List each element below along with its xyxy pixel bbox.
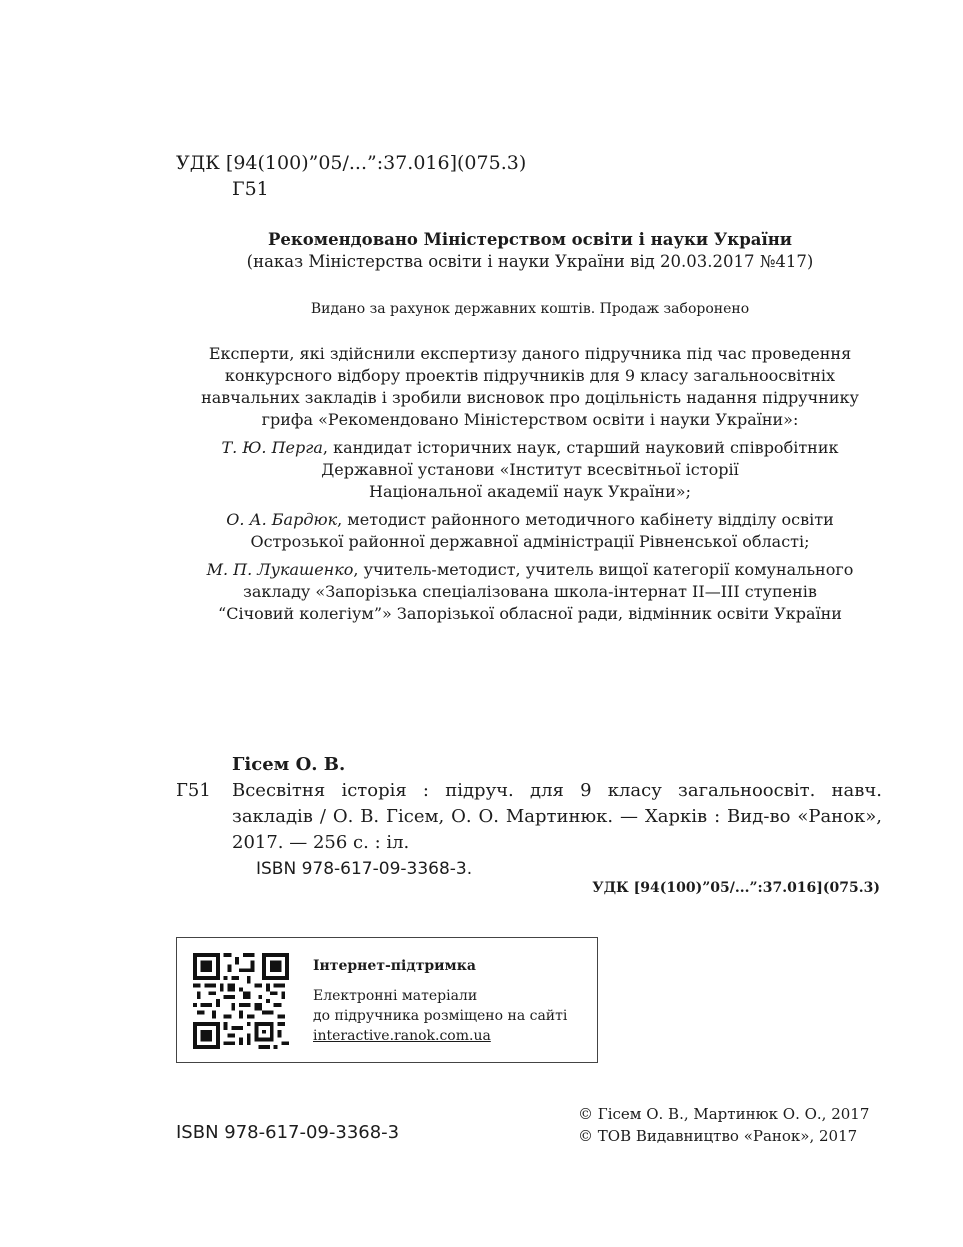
catalog-udk: УДК [94(100)”05/...”:37.016](075.3) <box>592 880 880 896</box>
recommendation <box>120 229 940 273</box>
catalog-isbn: ISBN 978-617-09-3368-3. <box>256 859 473 879</box>
support-line-1: Електронні матеріали <box>313 988 478 1004</box>
expert-2 <box>120 509 940 531</box>
support-title: Інтернет-підтримка <box>313 958 476 974</box>
expert-3-line3: “Січовий колегіум”» Запорізької обласної ради, відмінник освіти України <box>218 604 842 623</box>
catalog-description: Всесвітня історія : підруч. для 9 класу загальноосвіт. навч. закладів / О. В. Гісем, О. О. Мартинюк. — Харків : Вид-во «Ранок», 2017. — 256 с. : іл. <box>232 780 882 853</box>
udk-code: УДК [94(100)”05/...”:37.016](075.3) <box>176 152 527 174</box>
expert-name: М. П. Лукашенко <box>206 560 354 579</box>
recommendation-order: (наказ Міністерства освіти і науки України від 20.03.2017 №417) <box>246 252 814 271</box>
author-mark: Г51 <box>232 178 269 200</box>
expert-desc: , методист районного методичного кабінету відділу освіти <box>337 510 834 529</box>
support-line-2: до підручника розміщено на сайті <box>313 1008 568 1024</box>
expert-3-line2: закладу «Запорізька спеціалізована школа-інтернат ІІ—ІІІ ступенів <box>243 582 817 601</box>
experts-section <box>120 343 940 625</box>
catalog-author: Гісем О. В. <box>232 754 346 775</box>
copyright-authors: © Гісем О. В., Мартинюк О. О., 2017 <box>578 1105 870 1123</box>
support-link[interactable]: interactive.ranok.com.ua <box>313 1028 491 1044</box>
expert-1-line2: Державної установи «Інститут всесвітньої історії <box>321 460 739 479</box>
expert-desc: , учитель-методист, учитель вищої категорії комунального <box>353 560 854 579</box>
catalog-entry <box>176 778 882 856</box>
support-text <box>313 956 567 1046</box>
catalog-card <box>176 752 882 882</box>
expert-name: О. А. Бардюк <box>226 510 338 529</box>
expert-desc: , кандидат історичних наук, старший науковий співробітник <box>322 438 839 457</box>
expert-3 <box>120 559 940 581</box>
copyright-publisher: © ТОВ Видавництво «Ранок», 2017 <box>578 1127 858 1145</box>
recommendation-title: Рекомендовано Міністерством освіти і науки України <box>267 230 793 249</box>
qr-code-icon <box>193 953 289 1049</box>
expert-1 <box>120 437 940 459</box>
udk-header <box>176 150 526 202</box>
catalog-index: Г51 <box>176 780 211 801</box>
funding-note: Видано за рахунок державних коштів. Продаж заборонено <box>310 301 750 317</box>
experts-intro-3: навчальних закладів і зробили висновок про доцільність надання підручнику <box>201 388 859 407</box>
copyright-block <box>578 1103 869 1147</box>
experts-intro-4: грифа «Рекомендовано Міністерством освіти і науки України»: <box>261 410 799 429</box>
experts-intro-2: конкурсного відбору проектів підручників для 9 класу загальноосвітніх <box>224 366 836 385</box>
isbn-footer: ISBN 978-617-09-3368-3 <box>176 1122 400 1143</box>
expert-2-line2: Острозької районної державної адміністрації Рівненської області; <box>250 532 810 551</box>
internet-support-box <box>176 937 598 1063</box>
expert-name: Т. Ю. Перга <box>221 438 323 457</box>
expert-1-line3: Національної академії наук України»; <box>369 482 691 501</box>
experts-intro-1: Експерти, які здійснили експертизу даного підручника під час проведення <box>208 344 852 363</box>
